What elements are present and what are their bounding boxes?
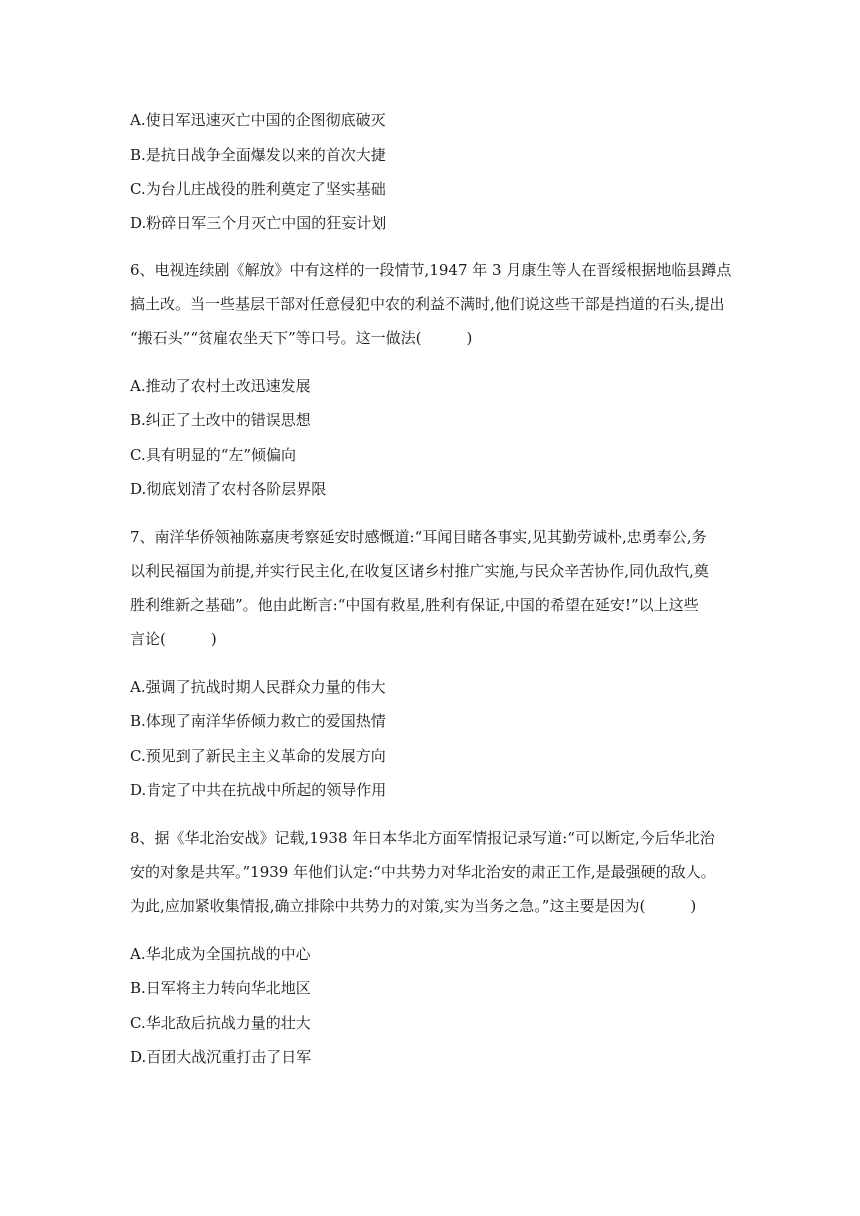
q7-stem-line-1: 7、南洋华侨领袖陈嘉庚考察延安时感慨道:“耳闻目睹各事实,见其勤劳诚朴,忠勇奉公,务 xyxy=(130,528,707,546)
q8-option-d: D.百团大战沉重打击了日军 xyxy=(130,1048,312,1066)
q7-option-b: B.体现了南洋华侨倾力救亡的爱国热情 xyxy=(130,712,386,730)
q6-option-b: B.纠正了土改中的错误思想 xyxy=(130,411,311,429)
q6-option-c: C.具有明显的“左”倾偏向 xyxy=(130,446,297,464)
q7-option-a: A.强调了抗战时期人民群众力量的伟大 xyxy=(130,678,386,696)
q7-stem-line-3: 胜利维新之基础”。他由此断言:“中国有救星,胜利有保证,中国的希望在延安!”以上这些 xyxy=(130,596,699,614)
q7-stem-line-2: 以利民福国为前提,并实行民主化,在收复区诸乡村推广实施,与民众辛苦协作,同仇敌忾,奠 xyxy=(130,562,709,580)
q6-stem-line-3: “搬石头”“贫雇农坐天下”等口号。这一做法( ) xyxy=(130,329,473,347)
q6-option-d: D.彻底划清了农村各阶层界限 xyxy=(130,480,327,498)
q5-option-c: C.为台儿庄战役的胜利奠定了坚实基础 xyxy=(130,180,386,198)
q7-stem-line-4: 言论( ) xyxy=(130,630,217,648)
q6-stem-line-1: 6、电视连续剧《解放》中有这样的一段情节,1947 年 3 月康生等人在晋绥根据地临县蹲点 xyxy=(130,261,732,279)
q8-stem-line-2: 安的对象是共军。”1939 年他们认定:“中共势力对华北治安的肃正工作,是最强硬的敌人。 xyxy=(130,863,716,881)
q5-option-d: D.粉碎日军三个月灭亡中国的狂妄计划 xyxy=(130,214,387,232)
q5-option-a: A.使日军迅速灭亡中国的企图彻底破灭 xyxy=(130,111,386,129)
q8-option-c: C.华北敌后抗战力量的壮大 xyxy=(130,1014,311,1032)
q8-stem-line-1: 8、据《华北治安战》记载,1938 年日本华北方面军情报记录写道:“可以断定,今后华北治 xyxy=(130,829,715,847)
q8-option-b: B.日军将主力转向华北地区 xyxy=(130,979,311,997)
q6-stem-line-2: 搞土改。当一些基层干部对任意侵犯中农的利益不满时,他们说这些干部是挡道的石头,提出 xyxy=(130,295,725,313)
q7-option-d: D.肯定了中共在抗战中所起的领导作用 xyxy=(130,781,387,799)
q8-stem-line-3: 为此,应加紧收集情报,确立排除中共势力的对策,实为当务之急。”这主要是因为( ) xyxy=(130,897,697,915)
q7-option-c: C.预见到了新民主主义革命的发展方向 xyxy=(130,747,386,765)
q8-option-a: A.华北成为全国抗战的中心 xyxy=(130,945,311,963)
q5-option-b: B.是抗日战争全面爆发以来的首次大捷 xyxy=(130,146,386,164)
q6-option-a: A.推动了农村土改迅速发展 xyxy=(130,377,311,395)
